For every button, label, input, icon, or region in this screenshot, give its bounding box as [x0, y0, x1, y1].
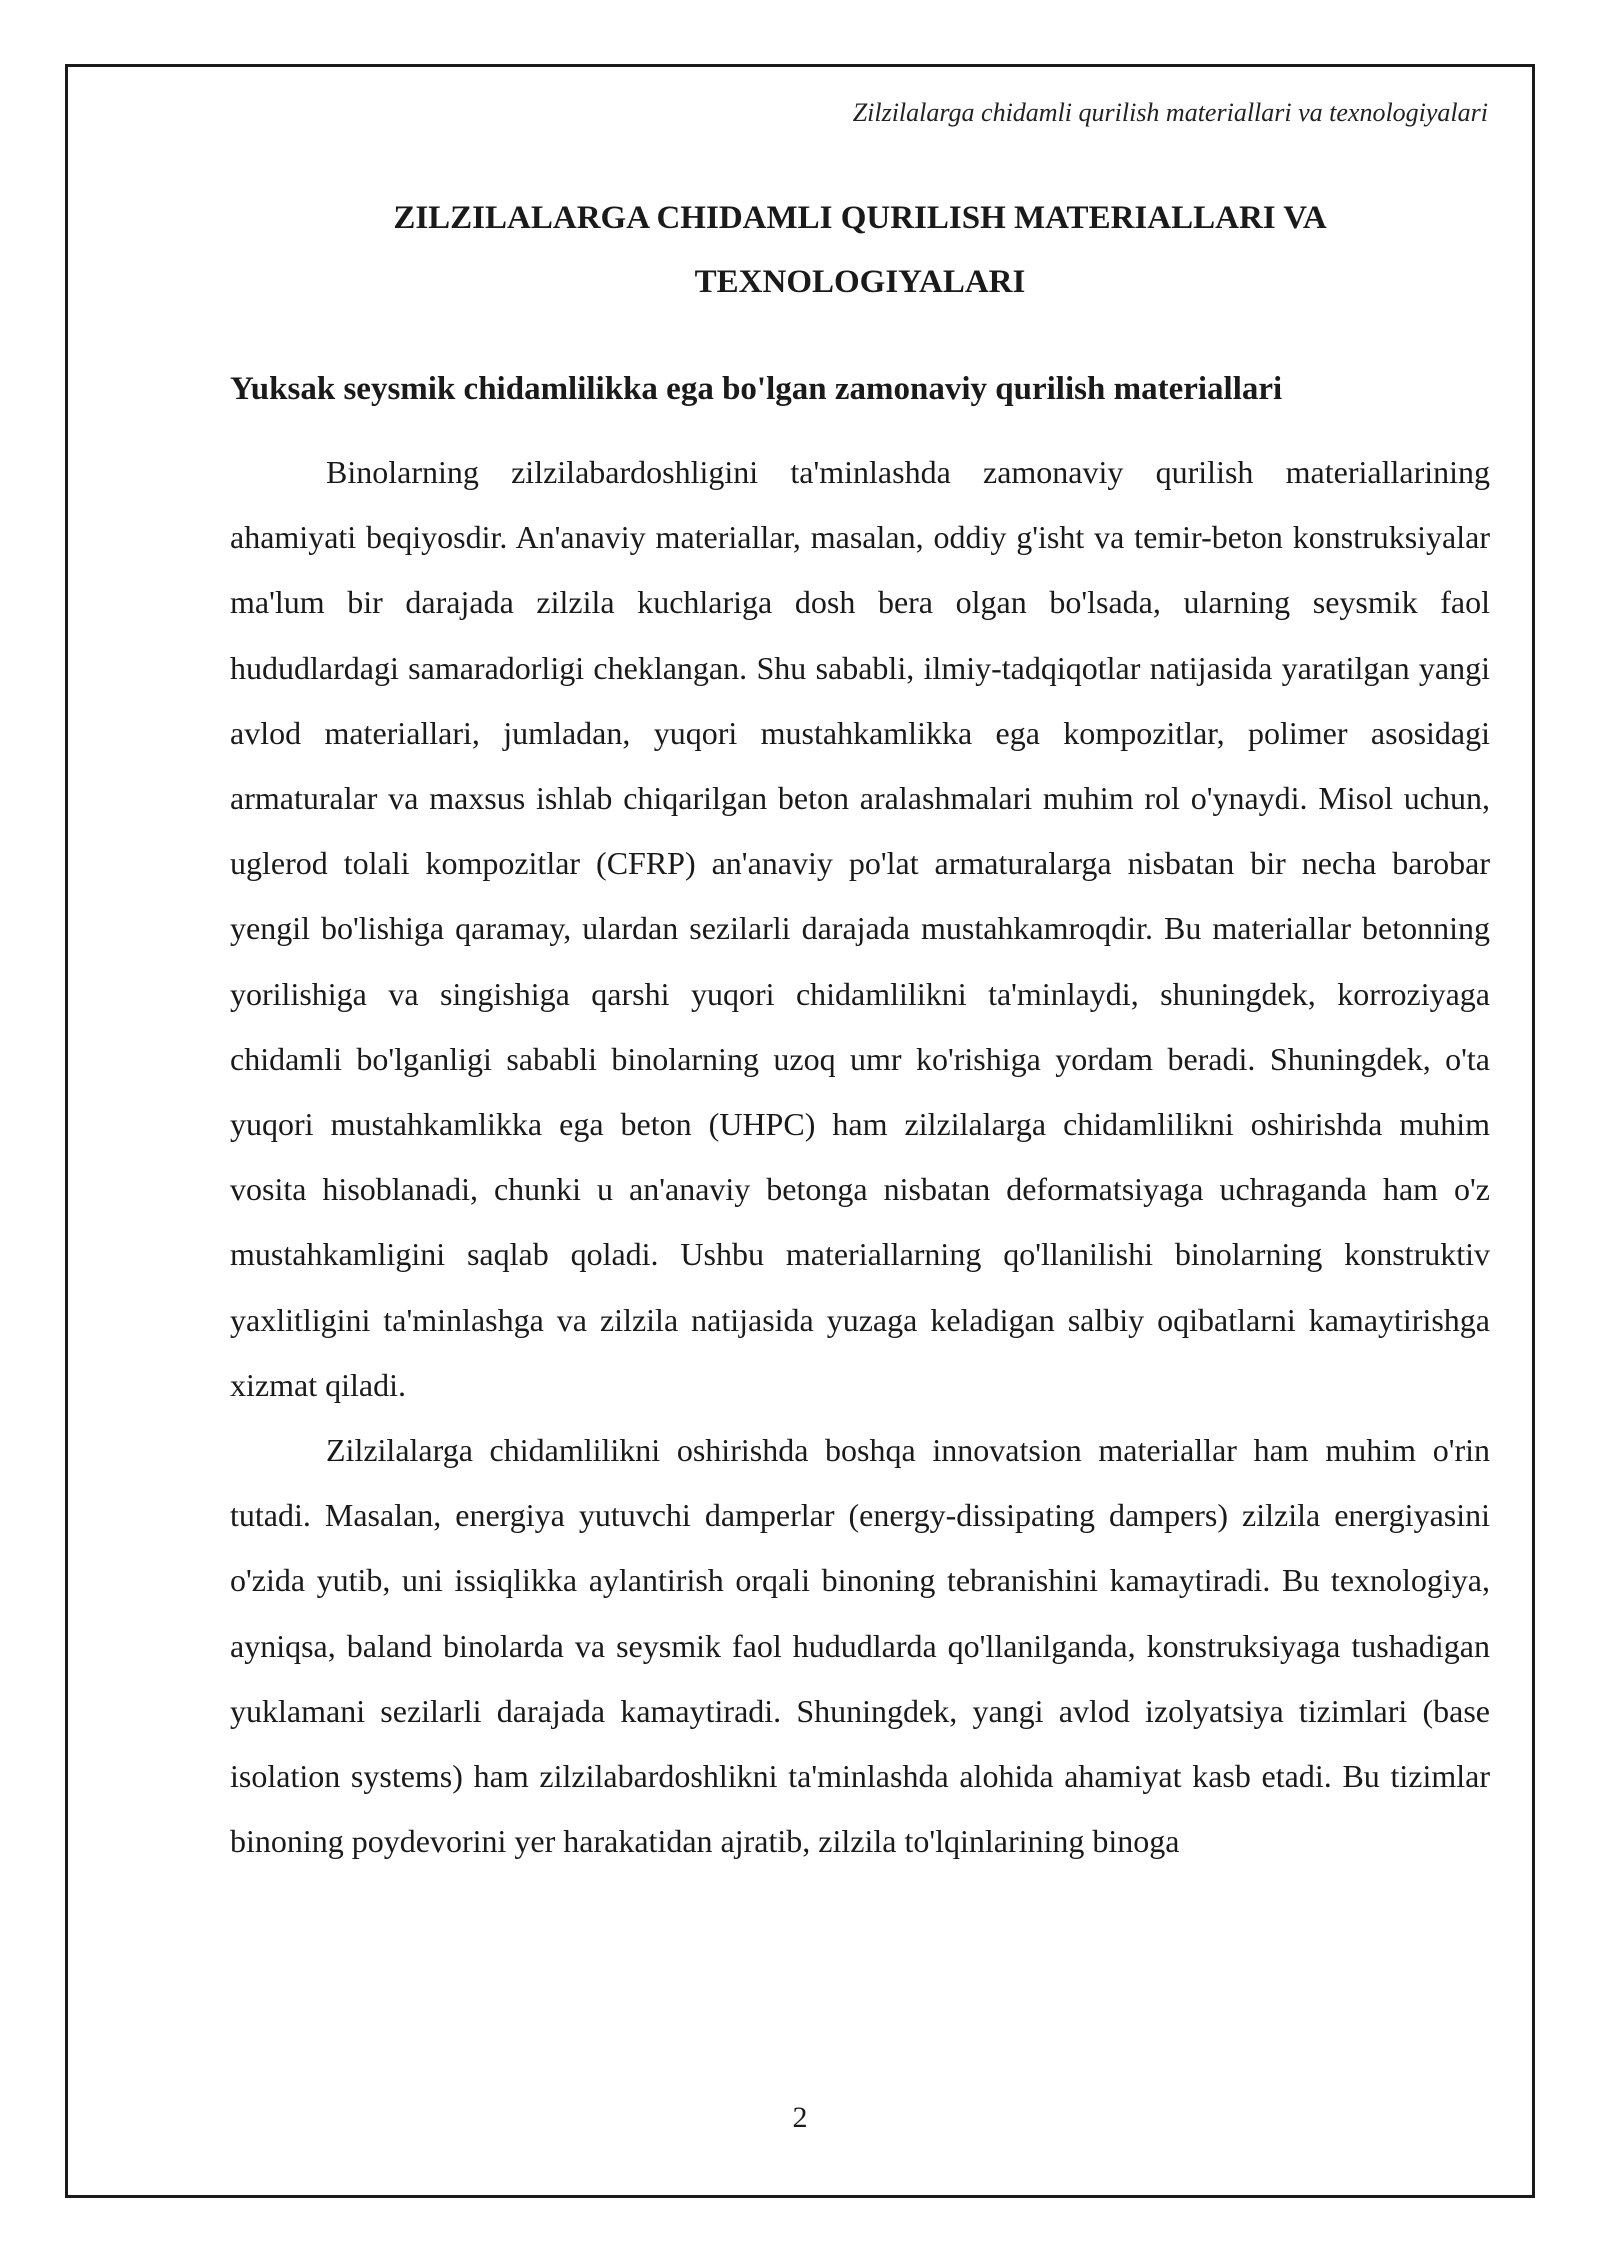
section-heading: Yuksak seysmik chidamlilikka ega bo'lgan zamonaviy qurilish materiallari [230, 371, 1283, 407]
running-header: Zilzilalarga chidamli qurilish materiallari va texnologiyalari [852, 98, 1488, 127]
paragraph: Binolarning zilzilabardoshligini ta'minlashda zamonaviy qurilish materiallarining ahamiyati beqiyosdir. An'anaviy materiallar, masalan, oddiy g'isht va temir-beton konstruksiyalar ma'lum bir darajada zilzila kuchlariga dosh bera olgan bo'lsada, ularning seysmik faol hududlardagi samaradorligi cheklangan. Shu sababli, ilmiy-tadqiqotlar natijasida yaratilgan yangi avlod materiallari, jumladan, yuqori mustahkamlikka ega kompozitlar, polimer asosidagi armaturalar va maxsus ishlab chiqarilgan beton aralashmalari muhim rol o'ynaydi. Misol uchun, uglerod tolali kompozitlar (CFRP) an'anaviy po'lat armaturalarga nisbatan bir necha barobar yengil bo'lishiga qaramay, ulardan sezilarli darajada mustahkamroqdir. Bu materiallar betonning yorilishiga va singishiga qarshi yuqori chidamlilikni ta'minlaydi, shuningdek, korroziyaga chidamli bo'lganligi sababli binolarning uzoq umr ko'rishiga yordam beradi. Shuningdek, o'ta yuqori mustahkamlikka ega beton (UHPC) ham zilzilalarga chidamlilikni oshirishda muhim vosita hisoblanadi, chunki u an'anaviy betonga nisbatan deformatsiyaga uchraganda ham o'z mustahkamligini saqlab qoladi. Ushbu materiallarning qo'llanilishi binolarning konstruktiv yaxlitligini ta'minlashga va zilzila natijasida yuzaga keladigan salbiy oqibatlarni kamaytirishga xizmat qiladi. [230, 454, 1490, 1403]
document-title: ZILZILALARGA CHIDAMLI QURILISH MATERIALLARI VA TEXNOLOGIYALARI [393, 200, 1327, 300]
paragraph: Zilzilalarga chidamlilikni oshirishda boshqa innovatsion materiallar ham muhim o'rin tutadi. Masalan, energiya yutuvchi damperlar (energy-dissipating dampers) zilzila energiyasini o'zida yutib, uni issiqlikka aylantirish orqali binoning tebranishini kamaytiradi. Bu texnologiya, ayniqsa, baland binolarda va seysmik faol hududlarda qo'llanilganda, konstruksiyaga tushadigan yuklamani sezilarli darajada kamaytiradi. Shuningdek, yangi avlod izolyatsiya tizimlari (base isolation systems) ham zilzilabardoshlikni ta'minlashda alohida ahamiyat kasb etadi. Bu tizimlar binoning poydevorini yer harakatidan ajratib, zilzila to'lqinlarining binoga [230, 1432, 1490, 1860]
body-text [230, 440, 1490, 1874]
page-number: 2 [792, 2101, 808, 2134]
